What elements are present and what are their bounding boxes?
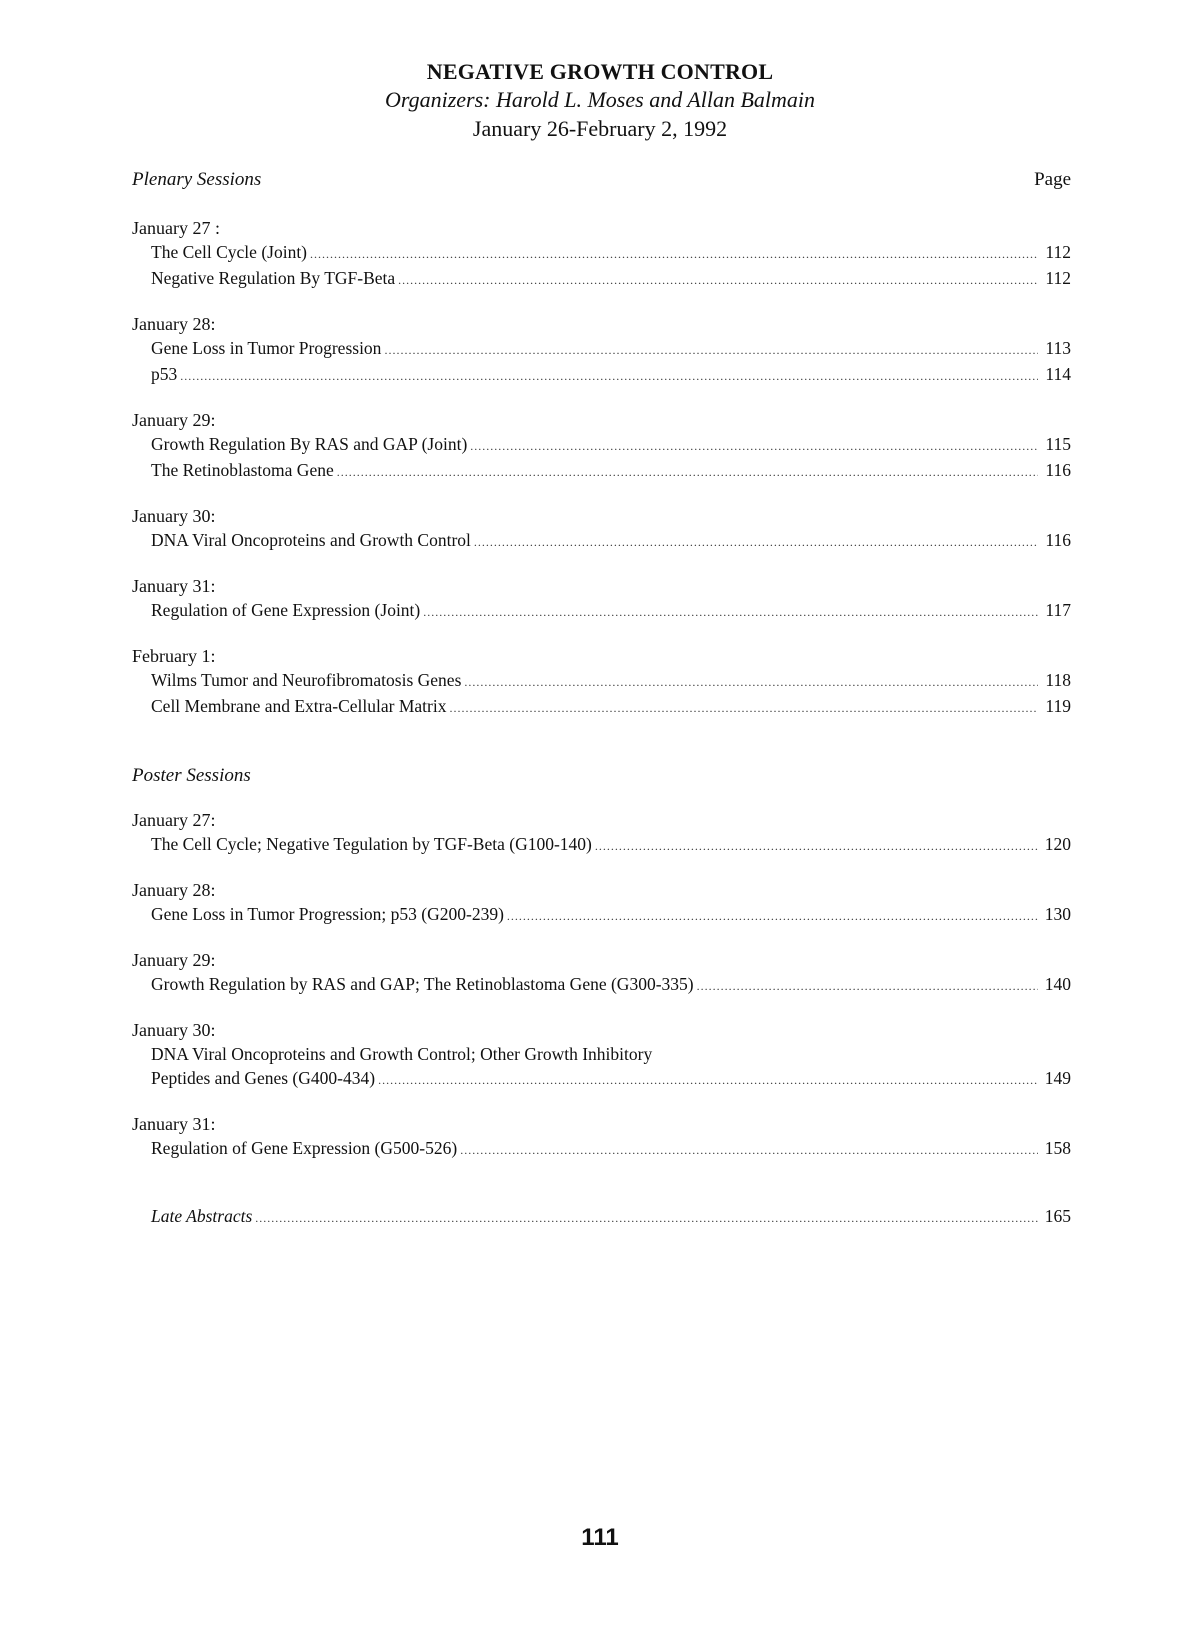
- group-date: February 1:: [132, 646, 216, 666]
- group-date: January 28:: [132, 314, 216, 334]
- toc-entry: [132, 528, 1071, 554]
- page-header: [0, 58, 1200, 144]
- entry-page: 149: [1044, 1068, 1071, 1088]
- entry-page: 114: [1045, 364, 1071, 384]
- entry-title: Negative Regulation By TGF-Beta: [151, 268, 396, 288]
- entry-title: DNA Viral Oncoproteins and Growth Control: [151, 530, 471, 550]
- toc-entry: [132, 598, 1071, 624]
- plenary-group: [132, 216, 1071, 292]
- group-date: January 31:: [132, 576, 216, 596]
- toc-entry: [132, 362, 1071, 388]
- entry-title: Gene Loss in Tumor Progression; p53 (G200-239): [151, 904, 504, 924]
- toc-entry: [132, 240, 1071, 266]
- dot-leader: [464, 670, 1038, 694]
- entry-title: Late Abstracts: [151, 1206, 253, 1226]
- group-date: January 27 :: [132, 218, 220, 238]
- poster-group: [132, 808, 1071, 858]
- plenary-sessions-label: Plenary Sessions: [132, 169, 262, 190]
- group-date: January 30:: [132, 1020, 216, 1040]
- entry-title: Regulation of Gene Expression (G500-526): [151, 1138, 458, 1158]
- plenary-group: [132, 574, 1071, 624]
- poster-group: [132, 878, 1071, 928]
- poster-group: [132, 948, 1071, 998]
- toc-entry: [132, 694, 1071, 720]
- page-number: 111: [581, 1524, 619, 1551]
- entry-page: 115: [1045, 434, 1071, 454]
- entry-title: The Cell Cycle; Negative Tegulation by TGF-Beta (G100-140): [151, 834, 592, 854]
- dot-leader: [460, 1138, 1038, 1162]
- dot-leader: [449, 696, 1038, 720]
- plenary-group: [132, 504, 1071, 554]
- plenary-group: [132, 312, 1071, 388]
- poster-sessions-label: Poster Sessions: [132, 765, 251, 786]
- symposium-dates: January 26-February 2, 1992: [472, 116, 728, 141]
- group-date: January 27:: [132, 810, 216, 830]
- entry-title: Wilms Tumor and Neurofibromatosis Genes: [151, 670, 462, 690]
- entry-page: 117: [1045, 600, 1071, 620]
- entry-page: 130: [1044, 904, 1071, 924]
- plenary-group: [132, 644, 1071, 720]
- dot-leader: [697, 974, 1038, 998]
- entry-title: Regulation of Gene Expression (Joint): [151, 600, 421, 620]
- organizers-line: Organizers: Harold L. Moses and Allan Balmain: [384, 87, 816, 112]
- dot-leader: [470, 434, 1038, 458]
- dot-leader: [595, 834, 1038, 858]
- dot-leader: [384, 338, 1038, 362]
- group-date: January 29:: [132, 950, 216, 970]
- entry-title: Gene Loss in Tumor Progression: [151, 338, 382, 358]
- poster-group: [132, 1018, 1071, 1092]
- toc-entry: [132, 1136, 1071, 1162]
- entry-title: The Cell Cycle (Joint): [151, 242, 308, 262]
- entry-page: 165: [1044, 1206, 1071, 1226]
- toc-entry: [132, 972, 1071, 998]
- group-date: January 29:: [132, 410, 216, 430]
- entry-title: The Retinoblastoma Gene: [151, 460, 334, 480]
- dot-leader: [255, 1206, 1038, 1230]
- entry-page: 116: [1045, 530, 1071, 550]
- toc-entry: [132, 266, 1071, 292]
- entry-page: 118: [1045, 670, 1071, 690]
- dot-leader: [423, 600, 1038, 624]
- toc-entry-late-abstracts: [132, 1204, 1071, 1230]
- toc-entry: [132, 668, 1071, 694]
- entry-page: 116: [1045, 460, 1071, 480]
- entry-page: 140: [1044, 974, 1071, 994]
- toc-entry: [132, 336, 1071, 362]
- toc-entry: [132, 902, 1071, 928]
- dot-leader: [180, 364, 1038, 388]
- entry-title: Cell Membrane and Extra-Cellular Matrix: [151, 696, 447, 716]
- dot-leader: [507, 904, 1038, 928]
- group-date: January 28:: [132, 880, 216, 900]
- entry-title: Growth Regulation by RAS and GAP; The Retinoblastoma Gene (G300-335): [151, 974, 694, 994]
- entry-title-first-line: DNA Viral Oncoproteins and Growth Control; Other Growth Inhibitory: [151, 1044, 653, 1064]
- toc-entry: [132, 432, 1071, 458]
- symposium-title: NEGATIVE GROWTH CONTROL: [426, 59, 774, 84]
- entry-page: 120: [1044, 834, 1071, 854]
- entry-title: p53: [151, 364, 178, 384]
- poster-section-header: [132, 764, 1071, 788]
- entry-title: Peptides and Genes (G400-434): [151, 1068, 376, 1088]
- dot-leader: [474, 530, 1038, 554]
- dot-leader: [337, 460, 1038, 484]
- poster-group: [132, 1112, 1071, 1162]
- plenary-group: [132, 408, 1071, 484]
- dot-leader: [398, 268, 1038, 292]
- toc-entry: [132, 458, 1071, 484]
- entry-page: 112: [1045, 268, 1071, 288]
- toc-entry: [132, 1066, 1071, 1092]
- group-date: January 31:: [132, 1114, 216, 1134]
- plenary-section-header: [132, 168, 1071, 192]
- group-date: January 30:: [132, 506, 216, 526]
- late-abstracts-group: [132, 1204, 1071, 1230]
- page-column-label: Page: [1034, 169, 1071, 190]
- table-of-contents: [132, 168, 1071, 1230]
- entry-page: 112: [1045, 242, 1071, 262]
- dot-leader: [310, 242, 1038, 266]
- entry-title: Growth Regulation By RAS and GAP (Joint): [151, 434, 468, 454]
- entry-page: 113: [1045, 338, 1071, 358]
- toc-entry: [132, 832, 1071, 858]
- dot-leader: [378, 1068, 1038, 1092]
- entry-page: 158: [1044, 1138, 1071, 1158]
- entry-page: 119: [1045, 696, 1071, 716]
